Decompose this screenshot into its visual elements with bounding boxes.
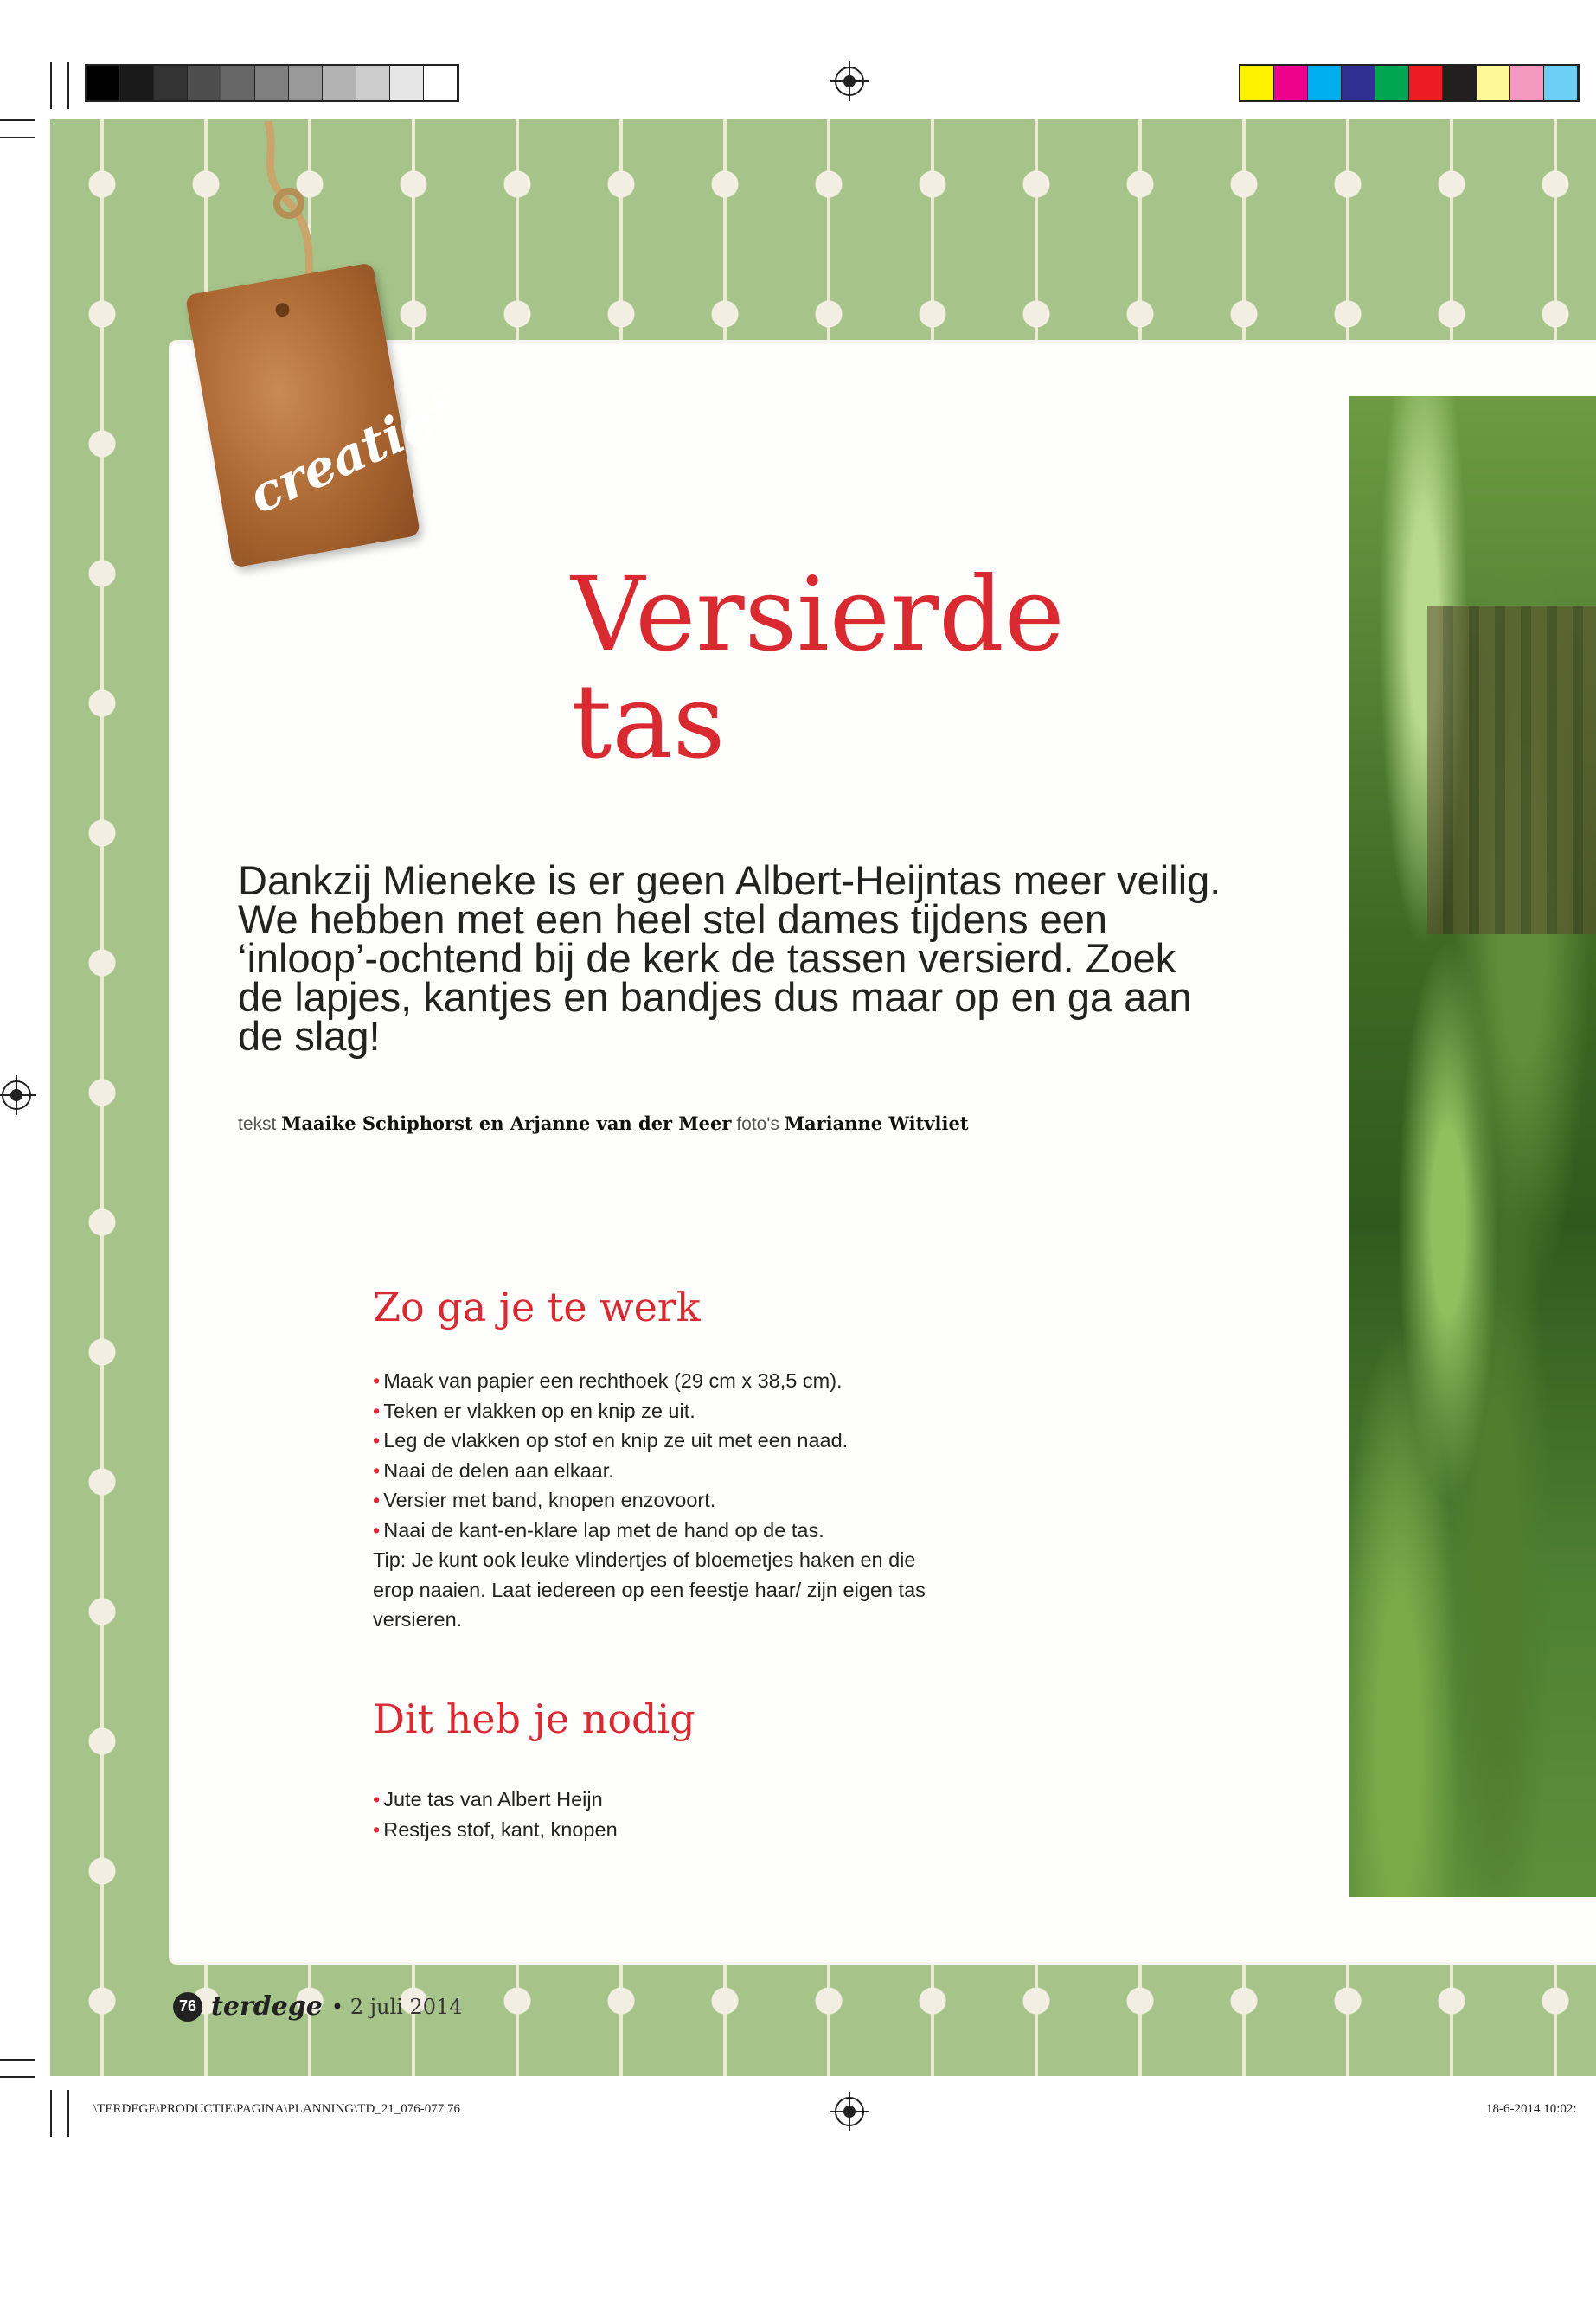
list-item: [373, 1366, 926, 1396]
tip-text: Tip: Je kunt ook leuke vlindertjes of bloemetjes haken en die erop naaien. Laat iedereen op een feestje haar/ zijn eigen tas versieren.: [373, 1548, 926, 1631]
color-swatch: [1443, 66, 1477, 100]
step-text: Naai de kant-en-klare lap met de hand op de tas.: [383, 1518, 824, 1541]
list-item: [373, 1485, 926, 1516]
photo-author: Marianne Witvliet: [784, 1112, 969, 1134]
byline: [238, 1112, 969, 1135]
materials-list: [373, 1785, 926, 1844]
step-text: Naai de delen aan elkaar.: [383, 1458, 614, 1482]
crop-mark: [67, 62, 69, 109]
gray-swatch: [221, 66, 255, 100]
magazine-logo: terdege: [211, 1991, 323, 2022]
color-swatch: [1544, 66, 1578, 100]
color-swatch: [1375, 66, 1409, 100]
crop-mark: [67, 2090, 69, 2137]
bullet-icon: •: [373, 1399, 381, 1422]
gray-swatch: [120, 66, 154, 100]
text-authors: Maaike Schiphorst en Arjanne van der Meer: [281, 1112, 732, 1134]
issue-date: [331, 1995, 463, 2019]
page-footer: [173, 1991, 463, 2022]
tag-hole: [274, 302, 291, 318]
gray-swatch: [356, 66, 390, 100]
registration-mark-icon: [2, 1080, 31, 1110]
registration-mark-icon: [835, 67, 864, 96]
gray-swatch: [188, 66, 221, 100]
bullet-icon: •: [330, 1994, 350, 2019]
list-item: [373, 1815, 926, 1845]
step-text: Teken er vlakken op en knip ze uit.: [383, 1399, 695, 1422]
bullet-icon: •: [373, 1458, 381, 1482]
bullet-icon: •: [373, 1369, 381, 1392]
color-swatch: [1240, 66, 1274, 100]
steps-list: [373, 1366, 926, 1545]
step-text: Versier met band, knopen enzovoort.: [383, 1489, 716, 1511]
color-swatch: [1308, 66, 1342, 100]
color-swatch: [1510, 66, 1544, 100]
wooden-fence-in-photo: [1427, 606, 1596, 934]
list-item: [373, 1516, 926, 1546]
gray-swatch: [87, 66, 120, 100]
article-title: [571, 554, 1065, 781]
page-number: 76: [173, 1992, 202, 2022]
crop-mark: [0, 2059, 35, 2061]
print-slug-path: \TERDEGE\PRODUCTIE\PAGINA\PLANNING\TD_21_076-077 76: [93, 2102, 461, 2116]
list-item: [373, 1785, 926, 1815]
color-swatch: [1274, 66, 1308, 100]
list-item: [373, 1456, 926, 1486]
registration-mark-icon: [835, 2097, 864, 2126]
list-item: [373, 1426, 926, 1456]
steps-heading: Zo ga je te werk: [373, 1284, 701, 1330]
gray-swatch: [424, 66, 458, 100]
crop-mark: [0, 119, 35, 121]
crop-mark: [0, 2076, 35, 2078]
gray-swatch: [323, 66, 356, 100]
material-text: Jute tas van Albert Heijn: [383, 1788, 603, 1811]
gray-swatch: [255, 66, 289, 100]
text-label: tekst: [238, 1114, 277, 1134]
process-color-bar: [1239, 64, 1580, 102]
crop-mark: [50, 62, 52, 109]
step-text: Leg de vlakken op stof en knip ze uit met een naad.: [383, 1429, 849, 1452]
material-text: Restjes stof, kant, knopen: [383, 1817, 618, 1841]
list-item: [373, 1396, 926, 1426]
issue-date-text: 2 juli 2014: [349, 1994, 463, 2019]
bullet-icon: •: [373, 1518, 381, 1541]
color-swatch: [1342, 66, 1375, 100]
color-swatch: [1409, 66, 1443, 100]
bullet-icon: •: [373, 1489, 381, 1511]
grayscale-color-bar: [85, 64, 459, 102]
title-line-1: Versierde: [571, 554, 1065, 674]
photo-label: foto's: [736, 1114, 779, 1134]
color-swatch: [1477, 66, 1510, 100]
materials-heading: Dit heb je nodig: [373, 1695, 695, 1742]
intro-paragraph: Dankzij Mieneke is er geen Albert-Heijntas meer veilig. We hebben met een heel stel dames tijdens een ‘inloop’-ochtend bij de kerk de tassen versierd. Zoek de lapjes, kantjes en bandjes dus maar op en ga aan de slag!: [238, 857, 1221, 1059]
gray-swatch: [289, 66, 323, 100]
crop-mark: [50, 2090, 52, 2137]
bullet-icon: •: [373, 1788, 381, 1811]
section-label: creatief: [240, 382, 463, 526]
bullet-icon: •: [373, 1429, 381, 1452]
print-slug-timestamp: 18-6-2014 10:02:: [1486, 2102, 1577, 2116]
gray-swatch: [154, 66, 188, 100]
step-text: Maak van papier een rechthoek (29 cm x 38,5 cm).: [383, 1369, 843, 1392]
bullet-icon: •: [373, 1817, 381, 1841]
gray-swatch: [390, 66, 424, 100]
crop-mark: [0, 137, 35, 138]
title-line-2: tas: [571, 662, 726, 781]
